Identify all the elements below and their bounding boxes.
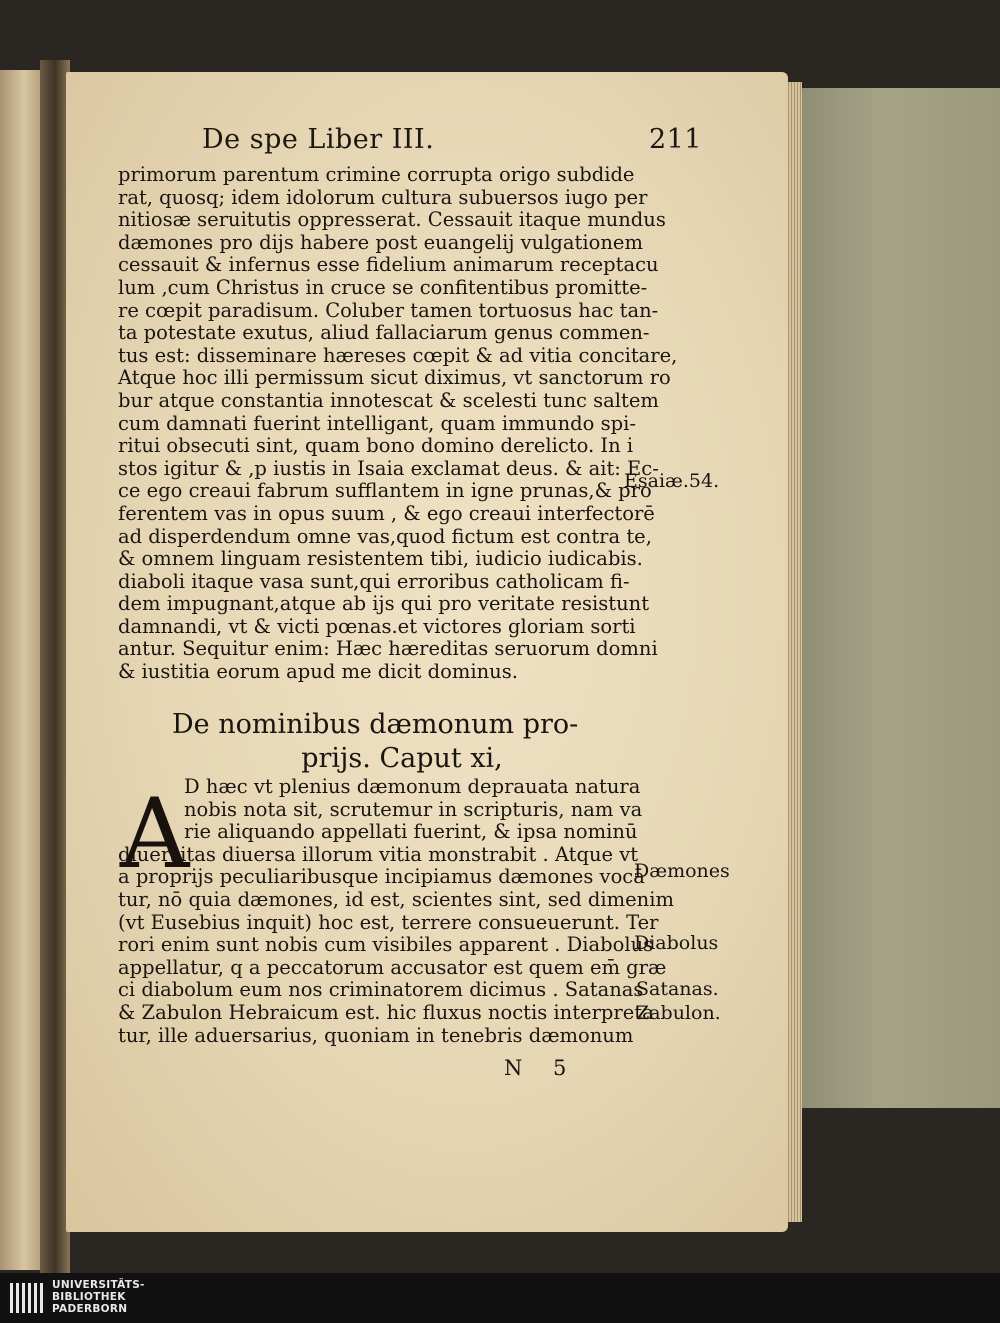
margin-note-zabulon: Zabulon. <box>636 1002 721 1024</box>
right-page <box>66 72 788 1232</box>
library-logo-icon <box>8 1279 48 1317</box>
header-title: De spe Liber III. <box>202 124 435 155</box>
text-line: tus est: disseminare hæreses cœpit & ad vitia concitare, <box>118 343 678 367</box>
library-footer <box>0 1273 1000 1323</box>
text-line: ad disperdendum omne vas,quod fictum est contra te, <box>118 524 652 548</box>
back-cover-board <box>800 88 1000 1108</box>
margin-note-diabolus: Diabolus <box>634 932 719 954</box>
margin-note-daemones: Dæmones <box>634 860 730 882</box>
chapter-title-line-2: prijs. Caput xi, <box>301 743 503 774</box>
text-line: ce ego creaui fabrum sufflantem in igne prunas,& pro <box>118 479 652 503</box>
text-line: & Zabulon Hebraicum est. hic fluxus noctis interpreta <box>118 1000 654 1024</box>
text-line: ta potestate exutus, aliud fallaciarum genus commen- <box>118 321 650 345</box>
text-line: ritui obsecuti sint, quam bono domino derelicto. In i <box>118 434 634 458</box>
running-header <box>202 124 702 164</box>
drop-cap-initial: A <box>120 778 190 890</box>
text-line: dæmones pro dijs habere post euangelij vulgationem <box>118 230 643 254</box>
text-line: nobis nota sit, scrutemur in scripturis, nam va <box>184 797 643 821</box>
text-line: rori enim sunt nobis cum visibiles apparent . Diabolus <box>118 933 654 957</box>
text-line: bur atque constantia innotescat & scelesti tunc saltem <box>118 388 659 412</box>
text-line: dem impugnant,atque ab ijs qui pro veritate resistunt <box>118 592 650 616</box>
text-line: re cœpit paradisum. Coluber tamen tortuosus hac tan- <box>118 298 659 322</box>
text-line: primorum parentum crimine corrupta origo subdide <box>118 163 635 186</box>
text-line: appellatur, q a peccatorum accusator est quem em̄ græ <box>118 955 667 979</box>
text-line: (vt Eusebius inquit) hoc est, terrere consueuerunt. Ter <box>118 910 659 934</box>
signature-mark: N 5 <box>504 1056 579 1080</box>
text-line: rie aliquando appellati fuerint, & ipsa nominū <box>184 820 638 844</box>
margin-note-esaiae: Esaiæ.54. <box>624 470 720 492</box>
chapter-text <box>118 776 698 1047</box>
text-line: ferentem vas in opus suum , & ego creaui interfectorē <box>118 501 655 525</box>
text-line: diuersitas diuersa illorum vitia monstrabit . Atque vt <box>118 842 639 866</box>
text-line: stos igitur & ,p iustis in Isaia exclamat deus. & ait: Ec- <box>118 456 659 480</box>
text-line: cum damnati fuerint intelligant, quam immundo spi- <box>118 411 636 435</box>
text-line: damnandi, vt & victi pœnas.et victores gloriam sorti <box>118 614 636 638</box>
text-line: lum ,cum Christus in cruce se confitentibus promitte- <box>118 275 648 299</box>
library-line-1: UNIVERSITÄTS- <box>52 1279 145 1291</box>
page-number: 211 <box>648 124 702 155</box>
text-line: ci diabolum eum nos criminatorem dicimus . Satanas <box>118 978 644 1002</box>
library-line-3: PADERBORN <box>52 1303 128 1315</box>
chapter-heading <box>172 708 632 776</box>
main-text <box>118 164 678 684</box>
text-line: cessauit & infernus esse fidelium animarum receptacu <box>118 253 659 277</box>
text-line: & iustitia eorum apud me dicit dominus. <box>118 660 518 684</box>
text-line: tur, nō quia dæmones, id est, scientes sint, sed dimenim <box>118 887 674 911</box>
text-line: Atque hoc illi permissum sicut diximus, vt sanctorum ro <box>118 366 671 390</box>
library-line-2: BIBLIOTHEK <box>52 1291 126 1303</box>
text-line: a proprijs peculiaribusque incipiamus dæmones vocā <box>118 865 645 889</box>
text-line: & omnem linguam resistentem tibi, iudicio iudicabis. <box>118 547 643 571</box>
text-line: nitiosæ seruitutis oppresserat. Cessauit itaque mundus <box>118 208 666 232</box>
margin-note-satanas: Satanas. <box>636 978 719 1000</box>
text-line: diaboli itaque vasa sunt,qui erroribus catholicam fi- <box>118 569 630 593</box>
text-line: D hæc vt plenius dæmonum deprauata natura <box>184 775 641 798</box>
left-page-edge <box>0 70 40 1270</box>
text-line: antur. Sequitur enim: Hæc hæreditas seruorum domni <box>118 637 658 661</box>
text-line: rat, quosq; idem idolorum cultura subuersos iugo per <box>118 185 648 209</box>
chapter-title-line-1: De nominibus dæmonum pro- <box>172 709 579 740</box>
library-name <box>52 1279 145 1315</box>
page-edges <box>786 82 802 1222</box>
text-line: tur, ille aduersarius, quoniam in tenebris dæmonum <box>118 1023 634 1047</box>
